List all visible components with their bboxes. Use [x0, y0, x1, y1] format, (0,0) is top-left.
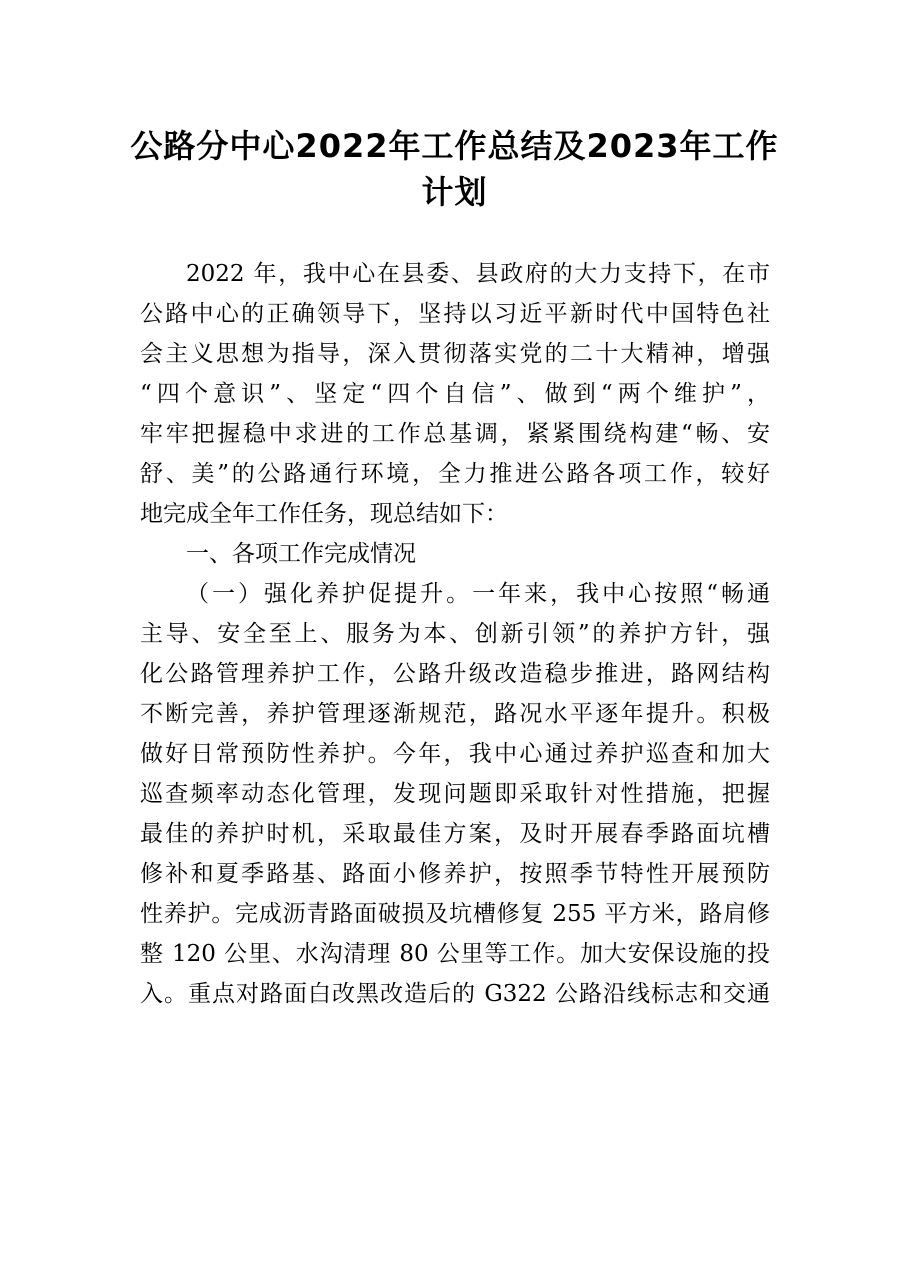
body-line-13: 做好日常预防性养护。今年，我中心通过养护巡查和加大 — [140, 741, 770, 767]
body-line-16: 修补和夏季路基、路面小修养护，按照季节特性开展预防 — [140, 861, 770, 887]
body-line-2: 公路中心的正确领导下，坚持以习近平新时代中国特色社 — [140, 301, 770, 327]
document-title-line-2: 计划 — [421, 173, 488, 211]
body-line-6: 舒、美”的公路通行环境，全力推进公路各项工作，较好 — [140, 461, 770, 487]
body-line-15: 最佳的养护时机，采取最佳方案，及时开展春季路面坑槽 — [140, 821, 770, 847]
body-line-18: 整 120 公里、水沟清理 80 公里等工作。加大安保设施的投 — [140, 941, 770, 967]
body-line-9: （一）强化养护促提升。一年来，我中心按照“畅通 — [186, 581, 770, 607]
body-line-5: 牢牢把握稳中求进的工作总基调，紧紧围绕构建“畅、安 — [140, 421, 770, 447]
body-line-17: 性养护。完成沥青路面破损及坑槽修复 255 平方米，路肩修 — [140, 901, 770, 927]
body-line-3: 会主义思想为指导，深入贯彻落实党的二十大精神，增强 — [140, 341, 770, 367]
body-line-19: 入。重点对路面白改黑改造后的 G322 公路沿线标志和交通 — [140, 981, 770, 1007]
body-line-12: 不断完善，养护管理逐渐规范，路况水平逐年提升。积极 — [140, 701, 770, 727]
body-line-1: 2022 年，我中心在县委、县政府的大力支持下，在市 — [186, 261, 770, 287]
body-line-10: 主导、安全至上、服务为本、创新引领”的养护方针，强 — [140, 621, 770, 647]
body-line-14: 巡查频率动态化管理，发现问题即采取针对性措施，把握 — [140, 781, 770, 807]
body-line-11: 化公路管理养护工作，公路升级改造稳步推进，路网结构 — [140, 661, 770, 687]
document-title-line-1: 公路分中心2022年工作总结及2023年工作 — [130, 127, 779, 165]
section-heading: 一、各项工作完成情况 — [186, 541, 416, 567]
body-line-7: 地完成全年工作任务，现总结如下： — [140, 501, 508, 527]
body-line-4: “四个意识”、坚定“四个自信”、做到“两个维护”， — [140, 381, 770, 407]
